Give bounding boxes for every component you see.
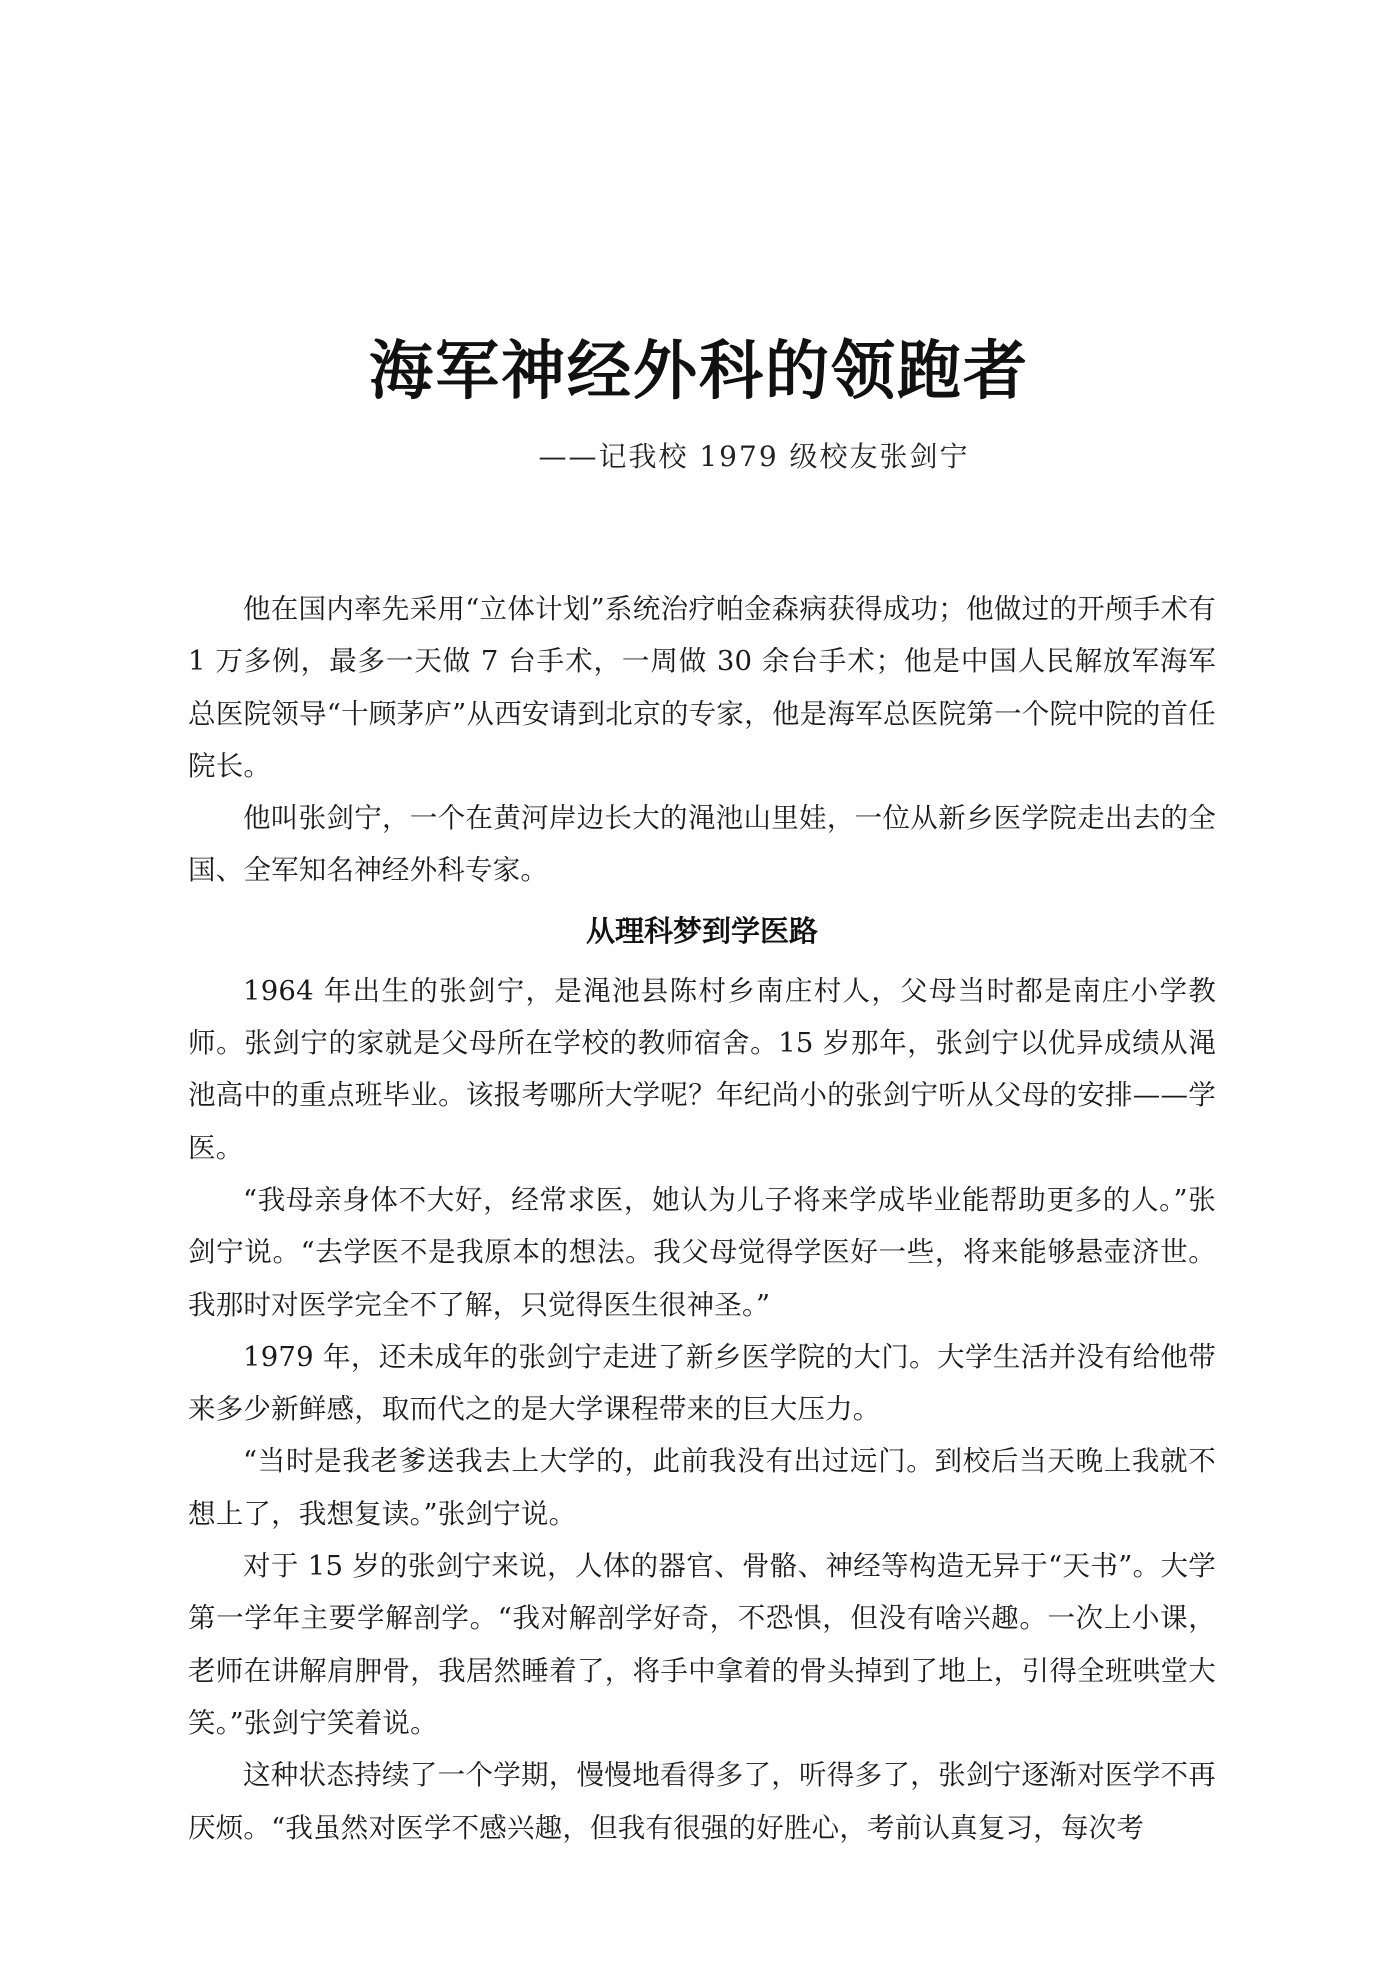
- article-title: 海军神经外科的领跑者: [369, 334, 1029, 409]
- article-body: [188, 583, 1216, 1854]
- paragraph: 他在国内率先采用“立体计划”系统治疗帕金森病获得成功；他做过的开颅手术有 1 万多例，最多一天做 7 台手术，一周做 30 余台手术；他是中国人民解放军海军总医院领导“十顾茅庐”从西安请到北京的专家，他是海军总医院第一个院中院的首任院长。: [188, 593, 1216, 782]
- paragraph: 他叫张剑宁，一个在黄河岸边长大的渑池山里娃，一位从新乡医学院走出去的全国、全军知名神经外科专家。: [188, 802, 1216, 887]
- article-subtitle: ——记我校 1979 级校友张剑宁: [538, 440, 970, 473]
- paragraph: 对于 15 岁的张剑宁来说，人体的器官、骨骼、神经等构造无异于“天书”。大学第一学年主要学解剖学。“我对解剖学好奇，不恐惧，但没有啥兴趣。一次上小课，老师在讲解肩胛骨，我居然睡着了，将手中拿着的骨头掉到了地上，引得全班哄堂大笑。”张剑宁笑着说。: [188, 1550, 1216, 1739]
- paragraph: “当时是我老爹送我去上大学的，此前我没有出过远门。到校后当天晚上我就不想上了，我想复读。”张剑宁说。: [188, 1445, 1216, 1530]
- paragraph: “我母亲身体不大好，经常求医，她认为儿子将来学成毕业能帮助更多的人。”张剑宁说。“去学医不是我原本的想法。我父母觉得学医好一些，将来能够悬壶济世。我那时对医学完全不了解，只觉得医生很神圣。”: [188, 1183, 1216, 1321]
- paragraph: 1964 年出生的张剑宁，是渑池县陈村乡南庄村人，父母当时都是南庄小学教师。张剑宁的家就是父母所在学校的教师宿舍。15 岁那年，张剑宁以优异成绩从渑池高中的重点班毕业。该报考哪所大学呢？年纪尚小的张剑宁听从父母的安排——学医。: [188, 974, 1216, 1164]
- paragraph: 1979 年，还未成年的张剑宁走进了新乡医学院的大门。大学生活并没有给他带来多少新鲜感，取而代之的是大学课程带来的巨大压力。: [188, 1340, 1216, 1426]
- paragraph: 这种状态持续了一个学期，慢慢地看得多了，听得多了，张剑宁逐渐对医学不再厌烦。“我虽然对医学不感兴趣，但我有很强的好胜心，考前认真复习，每次考: [188, 1759, 1216, 1844]
- section-heading: 从理科梦到学医路: [585, 913, 818, 948]
